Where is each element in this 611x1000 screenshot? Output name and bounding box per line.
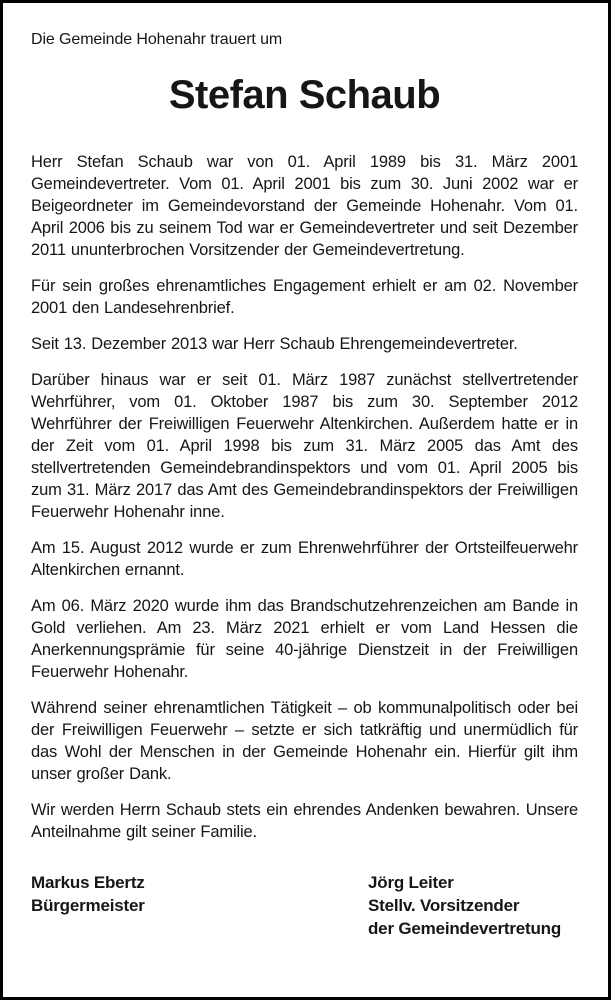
signature-left-name: Markus Ebertz — [31, 873, 145, 892]
paragraph-ehrengemeindevertreter: Seit 13. Dezember 2013 war Herr Schaub Ehrengemeindevertreter. — [31, 335, 518, 353]
paragraph-ehrenwehrfuehrer: Am 15. August 2012 wurde er zum Ehrenwehrführer der Ortsteilfeuerwehr Altenkirchen ernannt. — [31, 539, 578, 579]
paragraph-fire-brigade-service: Darüber hinaus war er seit 01. März 1987 zunächst stellvertretender Wehrführer, vom 01. Oktober 1987 bis zum 30. September 2012 Wehrführer der Freiwilligen Feuerwehr Altenkirchen. Außerdem hatte er in der Zeit vom 01. April 1998 bis zum 31. März 2005 das Amt des stellvertretenden Gemeindebrandinspektors und vom 01. April 2005 bis zum 31. März 2017 das Amt des Gemeindebrandinspektors der Freiwilligen Feuerwehr Hohenahr inne. — [31, 371, 578, 521]
paragraph-condolence: Wir werden Herrn Schaub stets ein ehrendes Andenken bewahren. Unsere Anteilnahme gilt seiner Familie. — [31, 801, 578, 841]
signature-left — [31, 871, 368, 940]
paragraph-municipal-service: Herr Stefan Schaub war von 01. April 1989 bis 31. März 2001 Gemeindevertreter. Vom 01. April 2001 bis zum 30. Juni 2002 war er Beigeordneter im Gemeindevorstand der Gemeinde Hohenahr. Vom 01. April 2006 bis zu seinem Tod war er Gemeindevertreter und seit Dezember 2011 ununterbrochen Vorsitzender der Gemeindevertretung. — [31, 153, 578, 259]
deceased-name: Stefan Schaub — [168, 73, 441, 117]
signature-right — [368, 871, 578, 940]
intro-line: Die Gemeinde Hohenahr trauert um — [31, 31, 283, 48]
signature-block — [31, 871, 578, 940]
signature-left-role: Bürgermeister — [31, 896, 145, 915]
signature-right-name: Jörg Leiter — [368, 873, 454, 892]
paragraph-awards: Am 06. März 2020 wurde ihm das Brandschutzehrenzeichen am Bande in Gold verliehen. Am 23. März 2021 erhielt er vom Land Hessen die Anerkennungsprämie für seine 40-jährige Dienstzeit in der Freiwilligen Feuerwehr Hohenahr. — [31, 597, 578, 681]
paragraph-gratitude: Während seiner ehrenamtlichen Tätigkeit – ob kommunalpolitisch oder bei der Freiwilligen Feuerwehr – setzte er sich tatkräftig und unermüdlich für das Wohl der Menschen in der Gemeinde Hohenahr ein. Hierfür gilt ihm unser großer Dank. — [31, 699, 578, 783]
signature-right-role-line-1: Stellv. Vorsitzender — [368, 896, 520, 915]
signature-right-role-line-2: der Gemeindevertretung — [368, 919, 562, 938]
paragraph-landesehrenbrief: Für sein großes ehrenamtliches Engagement erhielt er am 02. November 2001 den Landesehrenbrief. — [31, 277, 578, 317]
obituary-body — [31, 151, 578, 843]
